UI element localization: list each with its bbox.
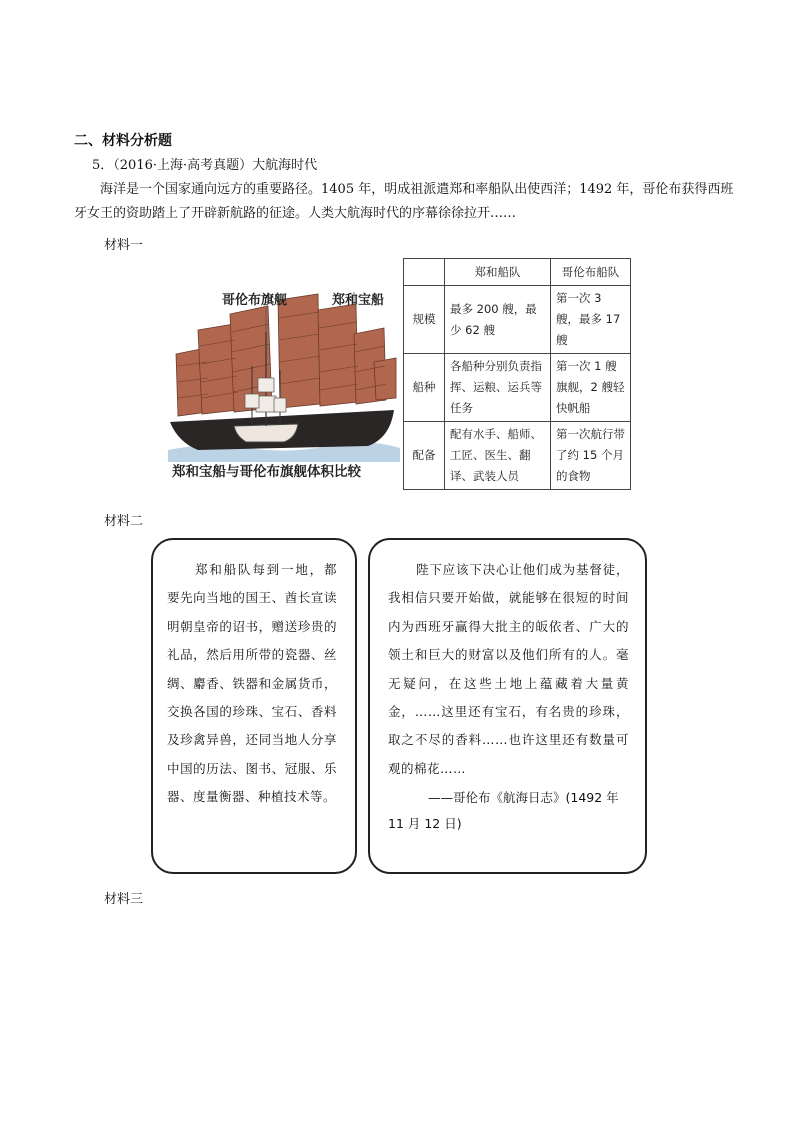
- cell-zheng: 配有水手、船师、工匠、医生、翻译、武装人员: [445, 422, 551, 490]
- ship-drawing: [168, 282, 400, 482]
- row-name: 规模: [404, 286, 445, 354]
- table-row: [404, 286, 631, 354]
- row-name: 船种: [404, 354, 445, 422]
- label-zheng-treasure-ship: 郑和宝船: [332, 293, 385, 308]
- label-columbus-flagship: 哥伦布旗舰: [222, 293, 288, 308]
- material-2-label: 材料二: [104, 514, 144, 529]
- section-title: 二、材料分析题: [74, 133, 172, 149]
- table-row: [404, 354, 631, 422]
- table-header-cell: [404, 259, 445, 286]
- ship-comparison-illustration: [168, 282, 400, 482]
- material-3-label: 材料三: [104, 892, 144, 907]
- cell-columbus: 第一次 3 艘，最多 17 艘: [551, 286, 631, 354]
- table-header-row: [404, 259, 631, 286]
- question-title: 5．（2016·上海·高考真题）大航海时代: [92, 158, 318, 173]
- quote-box-columbus: [368, 538, 647, 874]
- table-header-cell: 哥伦布船队: [551, 259, 631, 286]
- cell-zheng: 各船种分别负责指挥、运粮、运兵等任务: [445, 354, 551, 422]
- material-1-label: 材料一: [104, 238, 144, 253]
- quote-text-columbus: 陛下应该下决心让他们成为基督徒，我相信只要开始做，就能够在很短的时间内为西班牙赢得大批主的皈依者、广大的领土和巨大的财富以及他们所有的人。毫无疑问，在这些土地上蕴藏着大量黄金，……这里还有宝石，有名贵的珍珠，取之不尽的香料……也许这里还有数量可观的棉花……: [388, 562, 629, 776]
- illustration-caption: 郑和宝船与哥伦布旗舰体积比较: [172, 464, 361, 480]
- quote-source: ——哥伦布《航海日志》(1492 年 11 月 12 日): [388, 790, 619, 832]
- cell-columbus: 第一次 1 艘旗舰，2 艘轻快帆船: [551, 354, 631, 422]
- cell-columbus: 第一次航行带了约 15 个月的食物: [551, 422, 631, 490]
- quote-text-zheng-he: 郑和船队每到一地，都要先向当地的国王、酋长宣读明朝皇帝的诏书，赠送珍贵的礼品，然后用所带的瓷器、丝绸、麝香、铁器和金属货币，交换各国的珍珠、宝石、香料及珍禽异兽，还同当地人分享中国的历法、图书、冠服、乐器、度量衡器、种植技术等。: [167, 562, 337, 805]
- cell-zheng: 最多 200 艘，最少 62 艘: [445, 286, 551, 354]
- quote-box-zheng-he: [151, 538, 357, 874]
- row-name: 配备: [404, 422, 445, 490]
- table-row: [404, 422, 631, 490]
- intro-paragraph: 海洋是一个国家通向远方的重要路径。1405 年，明成祖派遣郑和率船队出使西洋；1492 年，哥伦布获得西班牙女王的资助踏上了开辟新航路的征途。人类大航海时代的序幕徐徐拉开……: [74, 182, 734, 221]
- comparison-table: [403, 258, 631, 490]
- table-header-cell: 郑和船队: [445, 259, 551, 286]
